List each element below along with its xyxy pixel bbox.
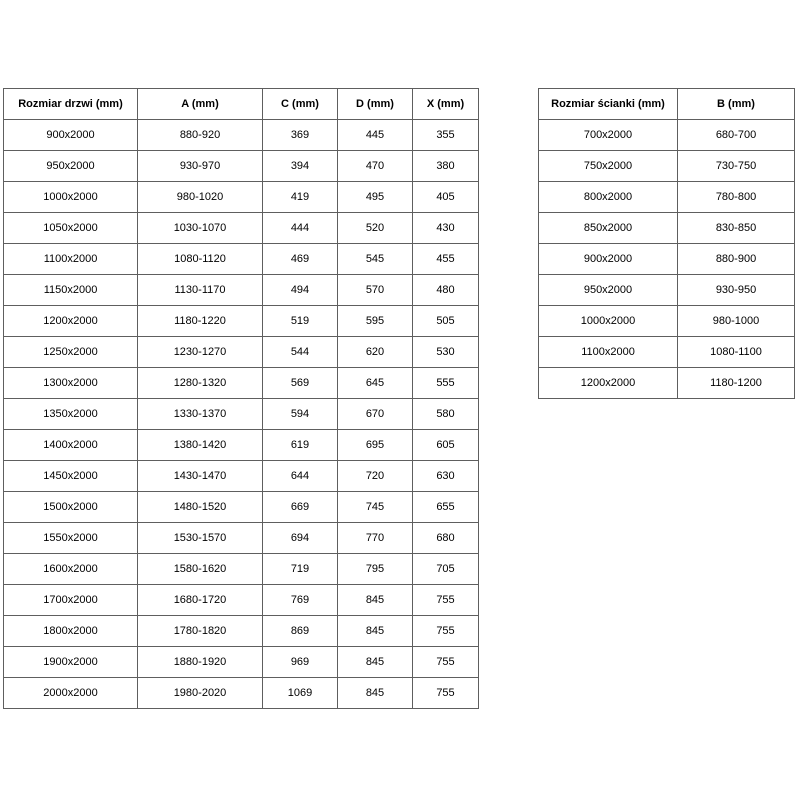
column-header: Rozmiar ścianki (mm) — [539, 89, 678, 120]
table-cell: 1180-1200 — [678, 368, 795, 399]
table-cell: 470 — [338, 151, 413, 182]
table-cell: 644 — [263, 461, 338, 492]
table-row — [4, 213, 479, 244]
table-cell: 355 — [413, 120, 479, 151]
table-cell: 1330-1370 — [138, 399, 263, 430]
table-cell: 369 — [263, 120, 338, 151]
table-cell: 505 — [413, 306, 479, 337]
table-cell: 2000x2000 — [4, 678, 138, 709]
table-cell: 930-970 — [138, 151, 263, 182]
table-cell: 930-950 — [678, 275, 795, 306]
table-cell: 520 — [338, 213, 413, 244]
table-row — [4, 244, 479, 275]
table-cell: 980-1020 — [138, 182, 263, 213]
table-row — [4, 523, 479, 554]
table-cell: 419 — [263, 182, 338, 213]
table-cell: 705 — [413, 554, 479, 585]
table-cell: 755 — [413, 585, 479, 616]
table-cell: 480 — [413, 275, 479, 306]
table-row — [4, 151, 479, 182]
table-cell: 1900x2000 — [4, 647, 138, 678]
table-cell: 969 — [263, 647, 338, 678]
table-row — [4, 120, 479, 151]
table-cell: 1250x2000 — [4, 337, 138, 368]
table-row — [539, 368, 795, 399]
table-cell: 655 — [413, 492, 479, 523]
table-cell: 755 — [413, 678, 479, 709]
table-cell: 720 — [338, 461, 413, 492]
table-cell: 850x2000 — [539, 213, 678, 244]
table-cell: 1700x2000 — [4, 585, 138, 616]
table-row — [4, 399, 479, 430]
table-cell: 1200x2000 — [4, 306, 138, 337]
table-cell: 595 — [338, 306, 413, 337]
table-row — [539, 244, 795, 275]
table-cell: 1680-1720 — [138, 585, 263, 616]
table-cell: 795 — [338, 554, 413, 585]
table-row — [539, 182, 795, 213]
table-cell: 545 — [338, 244, 413, 275]
table-cell: 780-800 — [678, 182, 795, 213]
table-cell: 1380-1420 — [138, 430, 263, 461]
table-cell: 1530-1570 — [138, 523, 263, 554]
table-row — [4, 554, 479, 585]
wall-size-table — [538, 88, 795, 399]
table-cell: 880-900 — [678, 244, 795, 275]
table-cell: 1400x2000 — [4, 430, 138, 461]
table-cell: 845 — [338, 678, 413, 709]
table-cell: 680-700 — [678, 120, 795, 151]
table-cell: 1350x2000 — [4, 399, 138, 430]
table-cell: 1580-1620 — [138, 554, 263, 585]
table-cell: 669 — [263, 492, 338, 523]
table-row — [539, 337, 795, 368]
table-cell: 694 — [263, 523, 338, 554]
table-row — [539, 151, 795, 182]
table-cell: 1480-1520 — [138, 492, 263, 523]
table-cell: 1500x2000 — [4, 492, 138, 523]
table-cell: 1000x2000 — [539, 306, 678, 337]
table-row — [539, 306, 795, 337]
table-cell: 869 — [263, 616, 338, 647]
table-cell: 405 — [413, 182, 479, 213]
door-size-table — [3, 88, 479, 709]
table-cell: 769 — [263, 585, 338, 616]
table-row — [4, 616, 479, 647]
table-cell: 845 — [338, 616, 413, 647]
table-cell: 445 — [338, 120, 413, 151]
table-row — [4, 461, 479, 492]
table-cell: 1230-1270 — [138, 337, 263, 368]
table-cell: 1080-1100 — [678, 337, 795, 368]
table-cell: 444 — [263, 213, 338, 244]
table-row — [4, 678, 479, 709]
table-cell: 1880-1920 — [138, 647, 263, 678]
door-table-header-row — [4, 89, 479, 120]
column-header: C (mm) — [263, 89, 338, 120]
table-cell: 430 — [413, 213, 479, 244]
table-cell: 1780-1820 — [138, 616, 263, 647]
table-cell: 645 — [338, 368, 413, 399]
table-cell: 1080-1120 — [138, 244, 263, 275]
table-cell: 670 — [338, 399, 413, 430]
table-cell: 1030-1070 — [138, 213, 263, 244]
table-cell: 1300x2000 — [4, 368, 138, 399]
wall-table-header-row — [539, 89, 795, 120]
column-header: B (mm) — [678, 89, 795, 120]
table-cell: 695 — [338, 430, 413, 461]
table-row — [539, 275, 795, 306]
table-cell: 1200x2000 — [539, 368, 678, 399]
table-cell: 1980-2020 — [138, 678, 263, 709]
table-cell: 845 — [338, 647, 413, 678]
table-row — [4, 275, 479, 306]
table-cell: 594 — [263, 399, 338, 430]
table-row — [4, 306, 479, 337]
column-header: A (mm) — [138, 89, 263, 120]
table-cell: 630 — [413, 461, 479, 492]
table-cell: 455 — [413, 244, 479, 275]
table-cell: 1100x2000 — [4, 244, 138, 275]
table-cell: 1550x2000 — [4, 523, 138, 554]
table-cell: 605 — [413, 430, 479, 461]
table-row — [4, 430, 479, 461]
table-cell: 394 — [263, 151, 338, 182]
table-cell: 845 — [338, 585, 413, 616]
table-row — [4, 647, 479, 678]
table-cell: 830-850 — [678, 213, 795, 244]
table-cell: 380 — [413, 151, 479, 182]
table-cell: 1050x2000 — [4, 213, 138, 244]
table-cell: 1150x2000 — [4, 275, 138, 306]
table-cell: 569 — [263, 368, 338, 399]
table-cell: 730-750 — [678, 151, 795, 182]
table-cell: 719 — [263, 554, 338, 585]
table-cell: 495 — [338, 182, 413, 213]
table-cell: 700x2000 — [539, 120, 678, 151]
column-header: D (mm) — [338, 89, 413, 120]
table-row — [4, 585, 479, 616]
table-cell: 680 — [413, 523, 479, 554]
table-cell: 900x2000 — [539, 244, 678, 275]
table-cell: 1100x2000 — [539, 337, 678, 368]
table-cell: 1450x2000 — [4, 461, 138, 492]
table-row — [4, 182, 479, 213]
table-row — [539, 120, 795, 151]
table-cell: 580 — [413, 399, 479, 430]
table-cell: 755 — [413, 647, 479, 678]
table-cell: 750x2000 — [539, 151, 678, 182]
table-cell: 1000x2000 — [4, 182, 138, 213]
table-cell: 1600x2000 — [4, 554, 138, 585]
table-cell: 980-1000 — [678, 306, 795, 337]
table-cell: 1800x2000 — [4, 616, 138, 647]
table-cell: 530 — [413, 337, 479, 368]
table-cell: 950x2000 — [539, 275, 678, 306]
column-header: Rozmiar drzwi (mm) — [4, 89, 138, 120]
table-cell: 544 — [263, 337, 338, 368]
table-cell: 494 — [263, 275, 338, 306]
table-cell: 555 — [413, 368, 479, 399]
table-row — [4, 337, 479, 368]
table-cell: 519 — [263, 306, 338, 337]
table-cell: 1280-1320 — [138, 368, 263, 399]
table-cell: 1069 — [263, 678, 338, 709]
table-cell: 770 — [338, 523, 413, 554]
table-cell: 469 — [263, 244, 338, 275]
table-cell: 755 — [413, 616, 479, 647]
table-row — [4, 368, 479, 399]
table-cell: 900x2000 — [4, 120, 138, 151]
table-cell: 800x2000 — [539, 182, 678, 213]
table-cell: 745 — [338, 492, 413, 523]
table-cell: 1430-1470 — [138, 461, 263, 492]
table-cell: 880-920 — [138, 120, 263, 151]
table-cell: 570 — [338, 275, 413, 306]
table-cell: 1130-1170 — [138, 275, 263, 306]
column-header: X (mm) — [413, 89, 479, 120]
table-cell: 1180-1220 — [138, 306, 263, 337]
table-cell: 620 — [338, 337, 413, 368]
table-cell: 619 — [263, 430, 338, 461]
table-cell: 950x2000 — [4, 151, 138, 182]
table-row — [539, 213, 795, 244]
table-row — [4, 492, 479, 523]
